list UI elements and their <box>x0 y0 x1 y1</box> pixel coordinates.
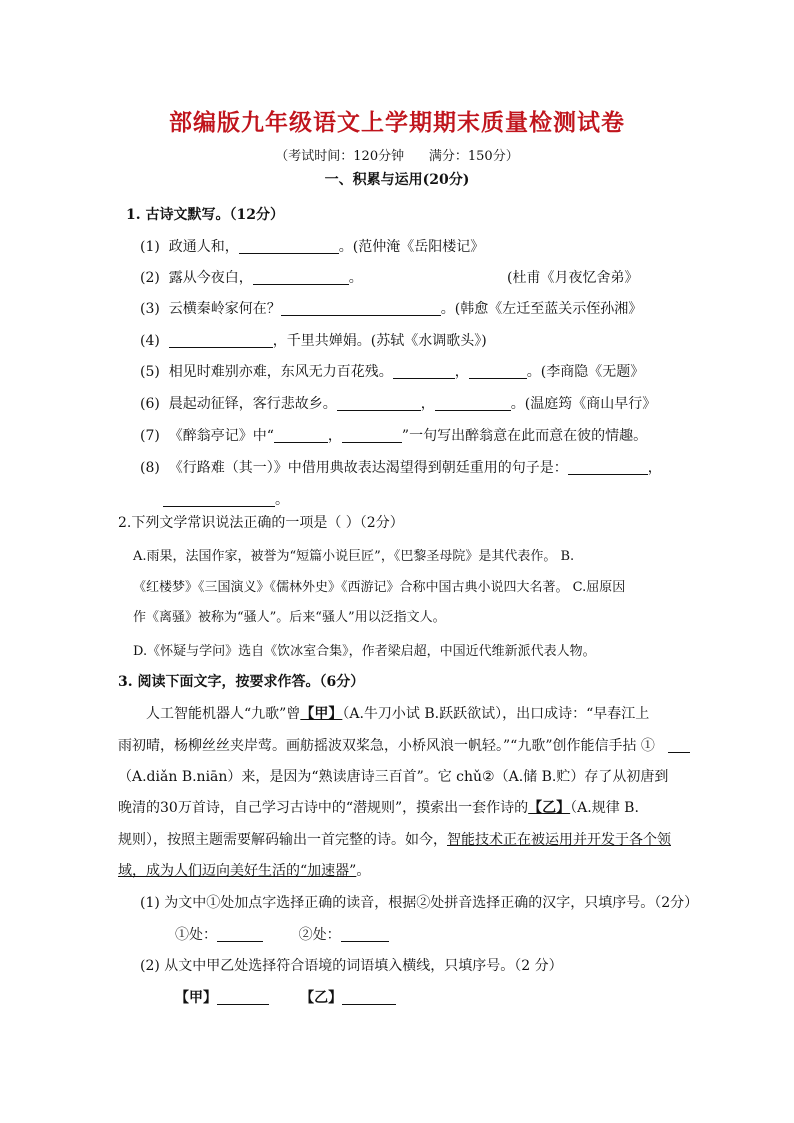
item-number: (3) <box>140 301 160 317</box>
item-text: 《醉翁亭记》中“ <box>168 428 274 444</box>
question-3-heading: 3. 阅读下面文字，按要求作答。（6分） <box>118 674 365 690</box>
item-text: 晨起动征铎，客行悲故乡。 <box>168 396 337 412</box>
answer-blank[interactable] <box>341 927 389 942</box>
passage-text: 晚清的30万首诗，自己学习古诗中的“潜规则”，摸索出一套作诗的 <box>118 800 529 816</box>
passage-text: 人工智能机器人“九歌”曾 <box>146 706 301 722</box>
answer-label: 【乙】 <box>300 990 343 1006</box>
answer-blank[interactable] <box>169 333 273 348</box>
underlined-sentence: 域，成为人们迈向美好生活的“加速器” <box>118 863 357 879</box>
comma: ， <box>420 396 435 412</box>
item-text: 政通人和， <box>168 239 239 255</box>
q1-item-7 <box>140 425 647 445</box>
q3-passage-line-2 <box>118 735 690 755</box>
answer-blank[interactable] <box>342 990 396 1005</box>
q1-item-5 <box>140 361 644 381</box>
item-number: (7) <box>140 428 160 444</box>
answer-blank[interactable] <box>281 301 441 316</box>
q3-sub-1: (1) 为文中①处加点字选择正确的读音，根据②处拼音选择正确的汉字，只填序号。（2分） <box>140 895 699 911</box>
passage-text: 规则），按照主题需要解码输出一首完整的诗。如今， <box>118 832 447 848</box>
q3-passage-line-3: （A.diǎn B.niān）来，是因为“熟读唐诗三百首”。它 chǔ②（A.储 B.贮）存了从初唐到 <box>118 769 669 785</box>
q1-item-1 <box>140 236 484 256</box>
q2-option-line: D.《怀疑与学问》选自《饮冰室合集》，作者梁启超，中国近代维新派代表人物。 <box>133 644 596 659</box>
item-number: (6) <box>140 396 160 412</box>
q3-passage-line-6 <box>118 860 370 880</box>
passage-text: （A.规律 B. <box>570 800 639 816</box>
item-source: 。(温庭筠《商山早行》 <box>510 396 657 412</box>
comma: ， <box>327 428 342 444</box>
exam-info: （考试时间：120分钟 满分：150分） <box>275 149 519 164</box>
q1-item-2 <box>140 267 363 287</box>
answer-blank[interactable] <box>568 460 648 475</box>
answer-blank[interactable] <box>337 396 421 411</box>
item-text: 云横秦岭家何在？ <box>168 301 281 317</box>
item-source: 。(韩愈《左迁至蓝关示侄孙湘》 <box>440 301 643 317</box>
item-number: (5) <box>140 364 160 380</box>
answer-blank[interactable] <box>253 270 349 285</box>
answer-blank[interactable] <box>274 428 328 443</box>
answer-blank[interactable] <box>393 364 455 379</box>
q1-item-8 <box>140 457 662 477</box>
underlined-sentence: 智能技术正在被运用并开发于各个领 <box>447 832 671 848</box>
q3-sub-2: (2) 从文中甲乙处选择符合语境的词语填入横线，只填序号。（2 分） <box>140 958 563 974</box>
q1-item-6 <box>140 393 656 413</box>
q1-item-4 <box>140 330 487 350</box>
item-text: 相见时难别亦难，东风无力百花残。 <box>168 364 393 380</box>
question-2-heading: 2.下列文学常识说法正确的一项是（ ）（2分） <box>118 515 404 531</box>
answer-blank[interactable] <box>217 990 269 1005</box>
item-source: 。(范仲淹《岳阳楼记》 <box>338 239 485 255</box>
q3-sub-1-answers <box>175 924 389 944</box>
answer-blank[interactable] <box>469 364 527 379</box>
answer-label: ②处： <box>298 927 341 943</box>
q1-item-8-cont <box>163 489 289 509</box>
passage-text: （A.牛刀小试 B.跃跃欲试），出口成诗：“早春江上 <box>342 706 650 722</box>
answer-blank[interactable] <box>342 428 402 443</box>
section-heading: 一、积累与运用(20分) <box>324 172 470 188</box>
item-number: (2) <box>140 270 160 286</box>
blank-mark-yi: 【乙】 <box>528 800 571 816</box>
answer-label: 【甲】 <box>175 990 217 1006</box>
period: 。 <box>356 863 371 879</box>
item-end: 。 <box>348 270 363 286</box>
passage-text: 雨初晴，杨柳丝丝夹岸莺。画舫摇波双桨急，小桥风浪一帆轻。”“九歌”创作能信手拈 ① <box>118 738 655 754</box>
q3-passage-line-5 <box>118 829 671 849</box>
answer-label: ①处： <box>175 927 217 943</box>
question-1-heading: 1. 古诗文默写。（12分） <box>126 207 284 223</box>
comma: ， <box>454 364 469 380</box>
q1-item-3 <box>140 298 642 318</box>
answer-blank[interactable] <box>217 927 263 942</box>
item-text-end: ”一句写出醉翁意在此而意在彼的情趣。 <box>401 428 648 444</box>
item-number: (8) <box>140 460 160 476</box>
item-number: (4) <box>140 333 160 349</box>
q2-option-line: 作《离骚》被称为“骚人”。后来“骚人”用以泛指文人。 <box>133 610 446 625</box>
item-number: (1) <box>140 239 160 255</box>
q3-sub-2-answers <box>175 987 396 1007</box>
q3-passage-line-4 <box>118 797 639 817</box>
comma: ， <box>647 460 662 476</box>
period: 。 <box>275 492 289 508</box>
page-title: 部编版九年级语文上学期期末质量检测试卷 <box>169 110 625 136</box>
answer-blank[interactable] <box>668 738 690 753</box>
item-source: 。(李商隐《无题》 <box>526 364 645 380</box>
item-text: 露从今夜白， <box>168 270 253 286</box>
answer-blank[interactable] <box>435 396 511 411</box>
answer-blank[interactable] <box>163 492 275 507</box>
blank-mark-jia: 【甲】 <box>300 706 343 722</box>
item-text: 《行路难（其一）》中借用典故表达渴望得到朝廷重用的句子是： <box>168 460 568 476</box>
q2-option-line: 《红楼梦》《三国演义》《儒林外史》《西游记》合称中国古典小说四大名著。 C.屈原因 <box>133 580 626 595</box>
q1-item-2-source: (杜甫《月夜忆舍弟》 <box>507 270 639 286</box>
answer-blank[interactable] <box>239 239 339 254</box>
q2-option-line: A.雨果，法国作家，被誉为“短篇小说巨匠”，《巴黎圣母院》是其代表作。 B. <box>133 549 575 564</box>
item-text: ，千里共婵娟。(苏轼《水调歌头》) <box>272 333 487 349</box>
q3-passage-line-1 <box>146 703 649 723</box>
